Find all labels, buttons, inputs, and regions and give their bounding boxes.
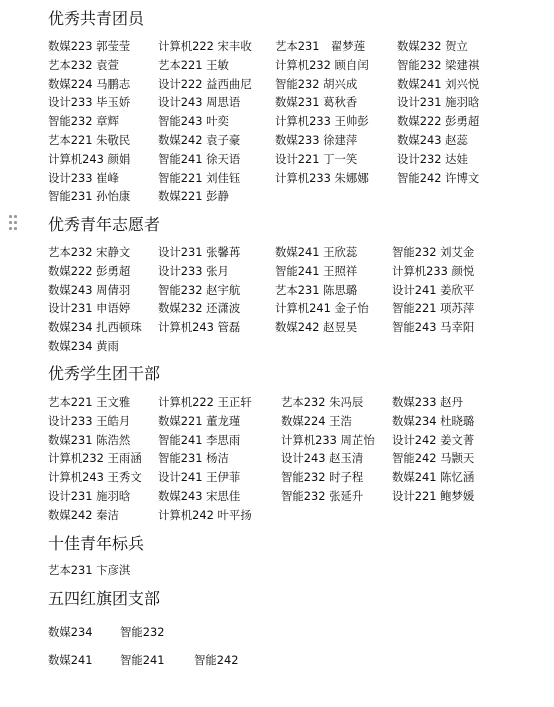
list-item: 设计222 益西曲尼	[158, 76, 252, 91]
list-item: 艺本231 陈思璐	[275, 282, 358, 297]
list-item: 设计241 王伊菲	[158, 470, 241, 485]
list-item: 设计233 王皓月	[48, 413, 131, 428]
list-item: 计算机233 颜悦	[392, 263, 475, 278]
list-item: 智能242	[194, 653, 239, 667]
list-item: 数媒242 秦洁	[48, 507, 119, 522]
list-item: 艺本232 朱冯辰	[281, 395, 364, 409]
list-item: 智能232	[120, 625, 165, 639]
list-item: 数媒243 周倩羽	[48, 282, 131, 297]
list-item: 数媒241 王欣蕊	[275, 245, 358, 259]
list-item: 数媒232 还潇波	[158, 301, 241, 316]
list-item: 数媒241 陈忆涵	[392, 470, 475, 485]
section-title-outstanding-league-members: 优秀共青团员	[48, 9, 145, 28]
list-item: 数媒223 郭莹莹	[48, 39, 131, 53]
list-item: 数媒234 杜晓璐	[392, 413, 475, 428]
outstanding-volunteers-list	[48, 243, 522, 356]
list-item: 艺本232 袁萱	[48, 57, 119, 72]
list-item: 计算机233 周芷怡	[281, 432, 375, 447]
list-item: 设计231 张馨苒	[158, 245, 241, 259]
list-item: 计算机233 朱娜娜	[275, 170, 369, 185]
section-title-outstanding-volunteers: 优秀青年志愿者	[48, 215, 161, 234]
list-item: 数媒242 袁子豪	[158, 132, 241, 147]
list-item: 数媒241	[48, 653, 93, 667]
list-item: 智能243 马幸阳	[392, 320, 475, 335]
list-item: 设计233 张月	[158, 263, 229, 278]
list-item: 设计233 崔峰	[48, 170, 119, 185]
list-item: 智能232 胡兴成	[275, 76, 358, 91]
list-item: 计算机222 宋丰收	[158, 39, 252, 53]
list-item: 艺本221 王敏	[158, 57, 229, 72]
section-title-may-fourth-red-flag-branches: 五四红旗团支部	[48, 589, 161, 608]
list-item: 设计233 毕玉娇	[48, 95, 131, 110]
list-item: 计算机233 王帅彭	[275, 114, 369, 129]
list-item: 设计241 姜欣平	[392, 282, 475, 297]
list-item: 数媒222 彭勇超	[48, 263, 131, 278]
list-item: 数媒224 王浩	[281, 413, 352, 428]
list-item: 数媒231 葛秋香	[275, 95, 358, 110]
red-flag-branches-row	[48, 651, 239, 669]
list-item: 设计243 赵玉清	[281, 451, 364, 466]
list-item: 智能241 王照祥	[275, 263, 358, 278]
list-item: 数媒221 董龙瑾	[158, 413, 241, 428]
list-item: 设计221 鲍梦媛	[392, 488, 475, 503]
section-title-outstanding-student-cadres: 优秀学生团干部	[48, 364, 161, 383]
outstanding-student-cadres-list	[48, 393, 522, 525]
list-item: 数媒231 陈浩然	[48, 432, 131, 447]
list-item: 计算机232 顾自闰	[275, 57, 369, 72]
list-item: 数媒233 徐建萍	[275, 132, 358, 147]
top-ten-youth-models-list	[48, 561, 522, 580]
list-item: 智能231 孙怡康	[48, 189, 131, 204]
list-item: 数媒221 彭静	[158, 189, 229, 204]
list-item: 数媒224 马鹏志	[48, 76, 131, 91]
list-item: 数媒242 赵昱昊	[275, 320, 358, 335]
list-item: 设计221 丁一笑	[275, 151, 358, 166]
list-item: 智能232 时子程	[281, 470, 364, 485]
list-item: 设计231 施羽晗	[48, 488, 131, 503]
list-item: 数媒243 赵蕊	[397, 132, 468, 147]
list-item: 智能243 叶奕	[158, 114, 229, 129]
list-item: 数媒243 宋思佳	[158, 488, 241, 503]
list-item: 设计243 周思语	[158, 95, 241, 110]
list-item: 数媒234 黄雨	[48, 338, 119, 353]
list-item: 数媒234	[48, 625, 93, 639]
list-item: 智能232 刘艾金	[392, 245, 475, 259]
list-item: 智能221 项苏萍	[392, 301, 475, 316]
list-item: 设计231 施羽晗	[397, 95, 480, 110]
list-item: 智能242 许博文	[397, 170, 480, 185]
list-item: 数媒234 扎西顿珠	[48, 320, 142, 335]
list-item: 计算机242 叶平扬	[158, 507, 252, 522]
list-item: 计算机243 颜娟	[48, 151, 131, 166]
list-item: 数媒233 赵丹	[392, 395, 463, 409]
list-item: 智能232 章辉	[48, 114, 119, 129]
list-item: 智能241	[120, 653, 165, 667]
list-item: 数媒222 彭勇超	[397, 114, 480, 129]
list-item: 数媒232 贺立	[397, 39, 468, 53]
list-item: 智能241 李思雨	[158, 432, 241, 447]
list-item: 计算机243 王秀文	[48, 470, 142, 485]
list-item: 艺本232 宋静文	[48, 245, 131, 259]
list-item: 计算机243 管磊	[158, 320, 241, 335]
list-item: 数媒241 刘兴悦	[397, 76, 480, 91]
list-item: 智能241 徐天语	[158, 151, 241, 166]
list-item: 智能231 杨洁	[158, 451, 229, 466]
list-item: 设计242 姜文菁	[392, 432, 475, 447]
list-item: 智能242 马颢天	[392, 451, 475, 466]
list-item: 计算机241 金子怡	[275, 301, 369, 316]
list-item: 智能221 刘佳钰	[158, 170, 241, 185]
list-item: 设计231 申语婷	[48, 301, 131, 316]
list-item: 艺本231 翟梦莲	[275, 39, 366, 53]
list-item: 计算机222 王正轩	[158, 395, 252, 409]
list-item: 艺本221 朱敬民	[48, 132, 131, 147]
list-item: 智能232 梁建祺	[397, 57, 480, 72]
list-item: 艺本221 王文雅	[48, 395, 131, 409]
section-title-top-ten-youth-models: 十佳青年标兵	[48, 534, 145, 553]
list-item: 设计232 达娃	[397, 151, 468, 166]
drag-handle-icon[interactable]	[9, 215, 19, 231]
red-flag-branches-row	[48, 623, 165, 641]
list-item: 智能232 张延升	[281, 488, 364, 503]
outstanding-league-members-list	[48, 37, 522, 206]
list-item: 计算机232 王雨涵	[48, 451, 142, 466]
list-item: 艺本231 卞彦淇	[48, 563, 131, 577]
list-item: 智能232 赵宇航	[158, 282, 241, 297]
